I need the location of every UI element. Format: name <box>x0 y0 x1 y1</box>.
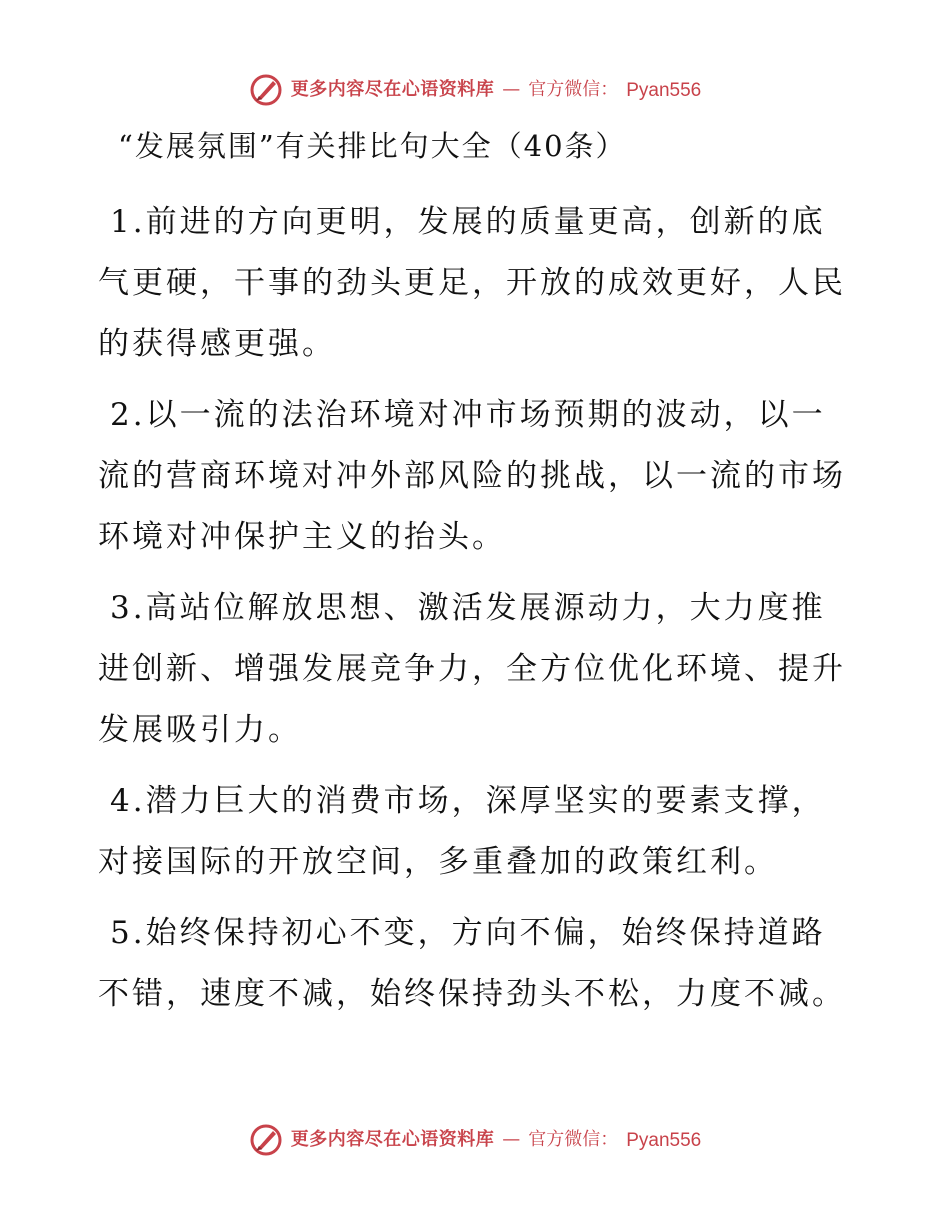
banner-dash: — <box>502 1129 521 1150</box>
sentence-item-2: 2.以一流的法治环境对冲市场预期的波动，以一流的营商环境对冲外部风险的挑战，以一流的市场环境对冲保护主义的抬头。 <box>98 397 846 555</box>
banner-site-name: 更多内容尽在心语资料库 <box>290 79 495 100</box>
footer-watermark-banner <box>0 1120 950 1160</box>
sentence-item-4: 4.潜力巨大的消费市场，深厚坚实的要素支撑，对接国际的开放空间，多重叠加的政策红利。 <box>98 783 826 880</box>
banner-wechat-id: Pyan556 <box>626 79 702 101</box>
document-body <box>98 192 858 1025</box>
quill-logo-icon <box>249 73 283 107</box>
banner-site-name: 更多内容尽在心语资料库 <box>290 1129 495 1150</box>
banner-wechat-label: 官方微信： <box>528 1129 619 1150</box>
sentence-item-3: 3.高站位解放思想、激活发展源动力，大力度推进创新、增强发展竞争力，全方位优化环境、提升发展吸引力。 <box>98 590 846 748</box>
quill-logo-icon <box>249 1123 283 1157</box>
header-watermark-banner <box>0 70 950 110</box>
banner-wechat-id: Pyan556 <box>626 1129 702 1151</box>
sentence-item-5: 5.始终保持初心不变，方向不偏，始终保持道路不错，速度不减，始终保持劲头不松，力度不减。 <box>98 915 846 1012</box>
sentence-item-1: 1.前进的方向更明，发展的质量更高，创新的底气更硬，干事的劲头更足，开放的成效更好，人民的获得感更强。 <box>98 204 846 362</box>
document-title: “发展氛围”有关排比句大全（40条） <box>118 129 627 163</box>
banner-dash: — <box>502 79 521 100</box>
banner-wechat-label: 官方微信： <box>528 79 619 100</box>
